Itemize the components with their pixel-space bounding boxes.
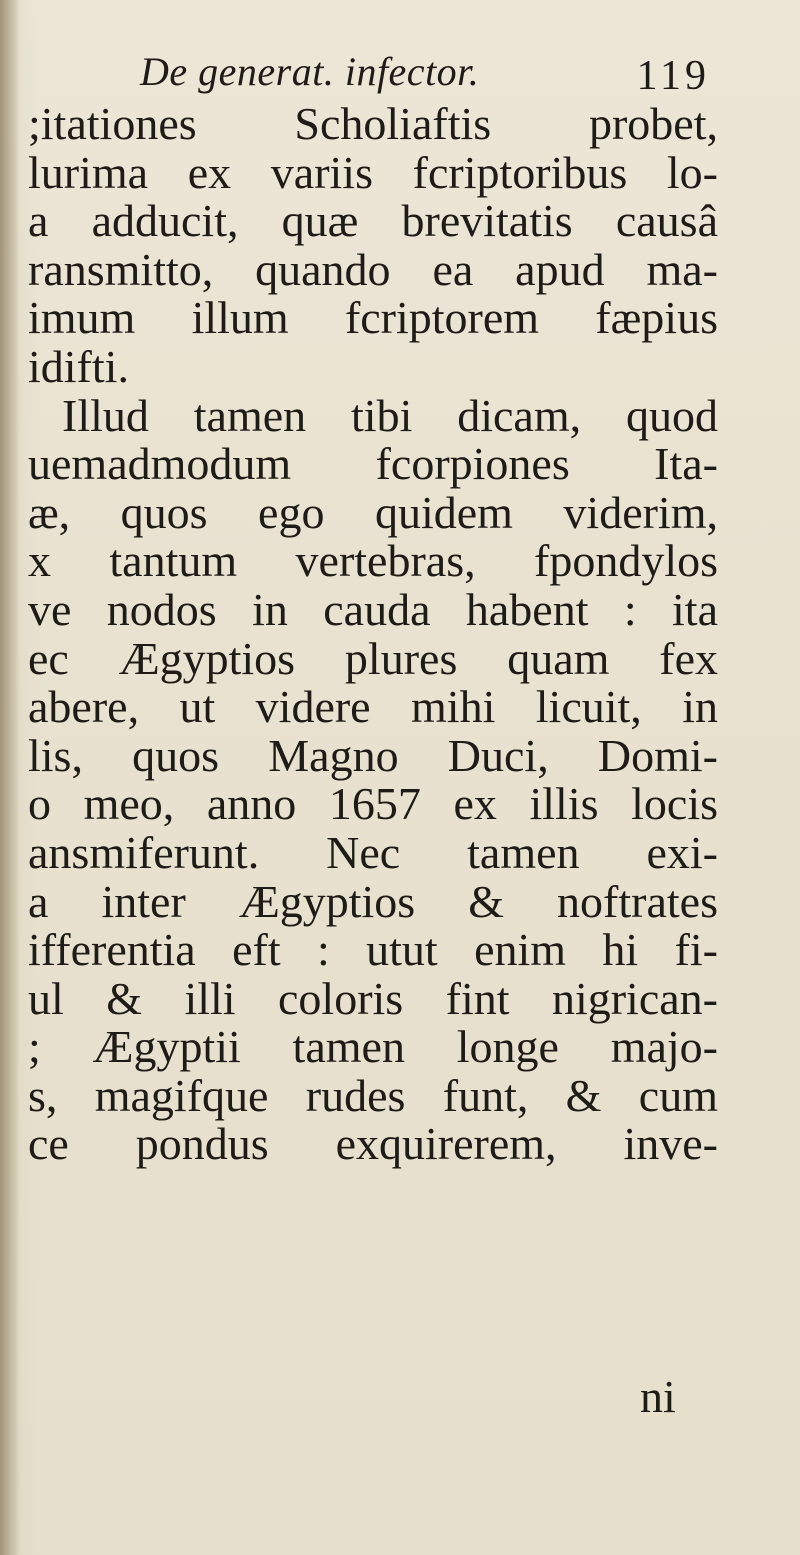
text-line: uemadmodum fcorpiones Ita- [28,438,718,490]
text-line: abere, ut videre mihi licuit, in [28,681,718,733]
text-line: a adducit, quæ brevitatis causâ [28,195,718,247]
text-line: x tantum vertebras, fpondylos [28,535,718,587]
text-line: a inter Ægyptios & noftrates [28,875,718,927]
text-line: ransmitto, quando ea apud ma- [28,243,718,295]
text-line: lis, quos Magno Duci, Domi- [28,729,718,781]
catchword: ni [640,1371,676,1422]
text-line: ve nodos in cauda habent : ita [28,583,718,635]
text-line: s, magifque rudes funt, & cum [28,1069,718,1121]
text-line: ; Ægyptii tamen longe majo- [28,1021,718,1073]
text-line: ansmiferunt. Nec tamen exi- [28,826,718,878]
page-number: 119 [636,53,710,99]
text-line: ul & illi coloris fint nigrican- [28,972,718,1024]
running-head [140,42,710,102]
text-line: ifferentia eft : utut enim hi fi- [28,924,718,976]
running-head-title: De generat. infector. [140,49,480,94]
text-line: ce pondus exquirerem, inve- [28,1118,718,1170]
text-line: ec Ægyptios plures quam fex [28,632,718,684]
text-line: Illud tamen tibi dicam, quod [62,389,718,441]
body-text [28,100,718,1169]
text-line: o meo, anno 1657 ex illis locis [28,778,718,830]
page-binding-edge [0,0,20,1555]
text-line: ;itationes Scholiaftis probet, [28,98,718,149]
text-line: imum illum fcriptorem fæpius [28,292,718,344]
text-line: lurima ex variis fcriptoribus lo- [28,146,718,198]
text-line: æ, quos ego quidem viderim, [28,486,718,538]
text-line: idifti. [28,340,129,392]
